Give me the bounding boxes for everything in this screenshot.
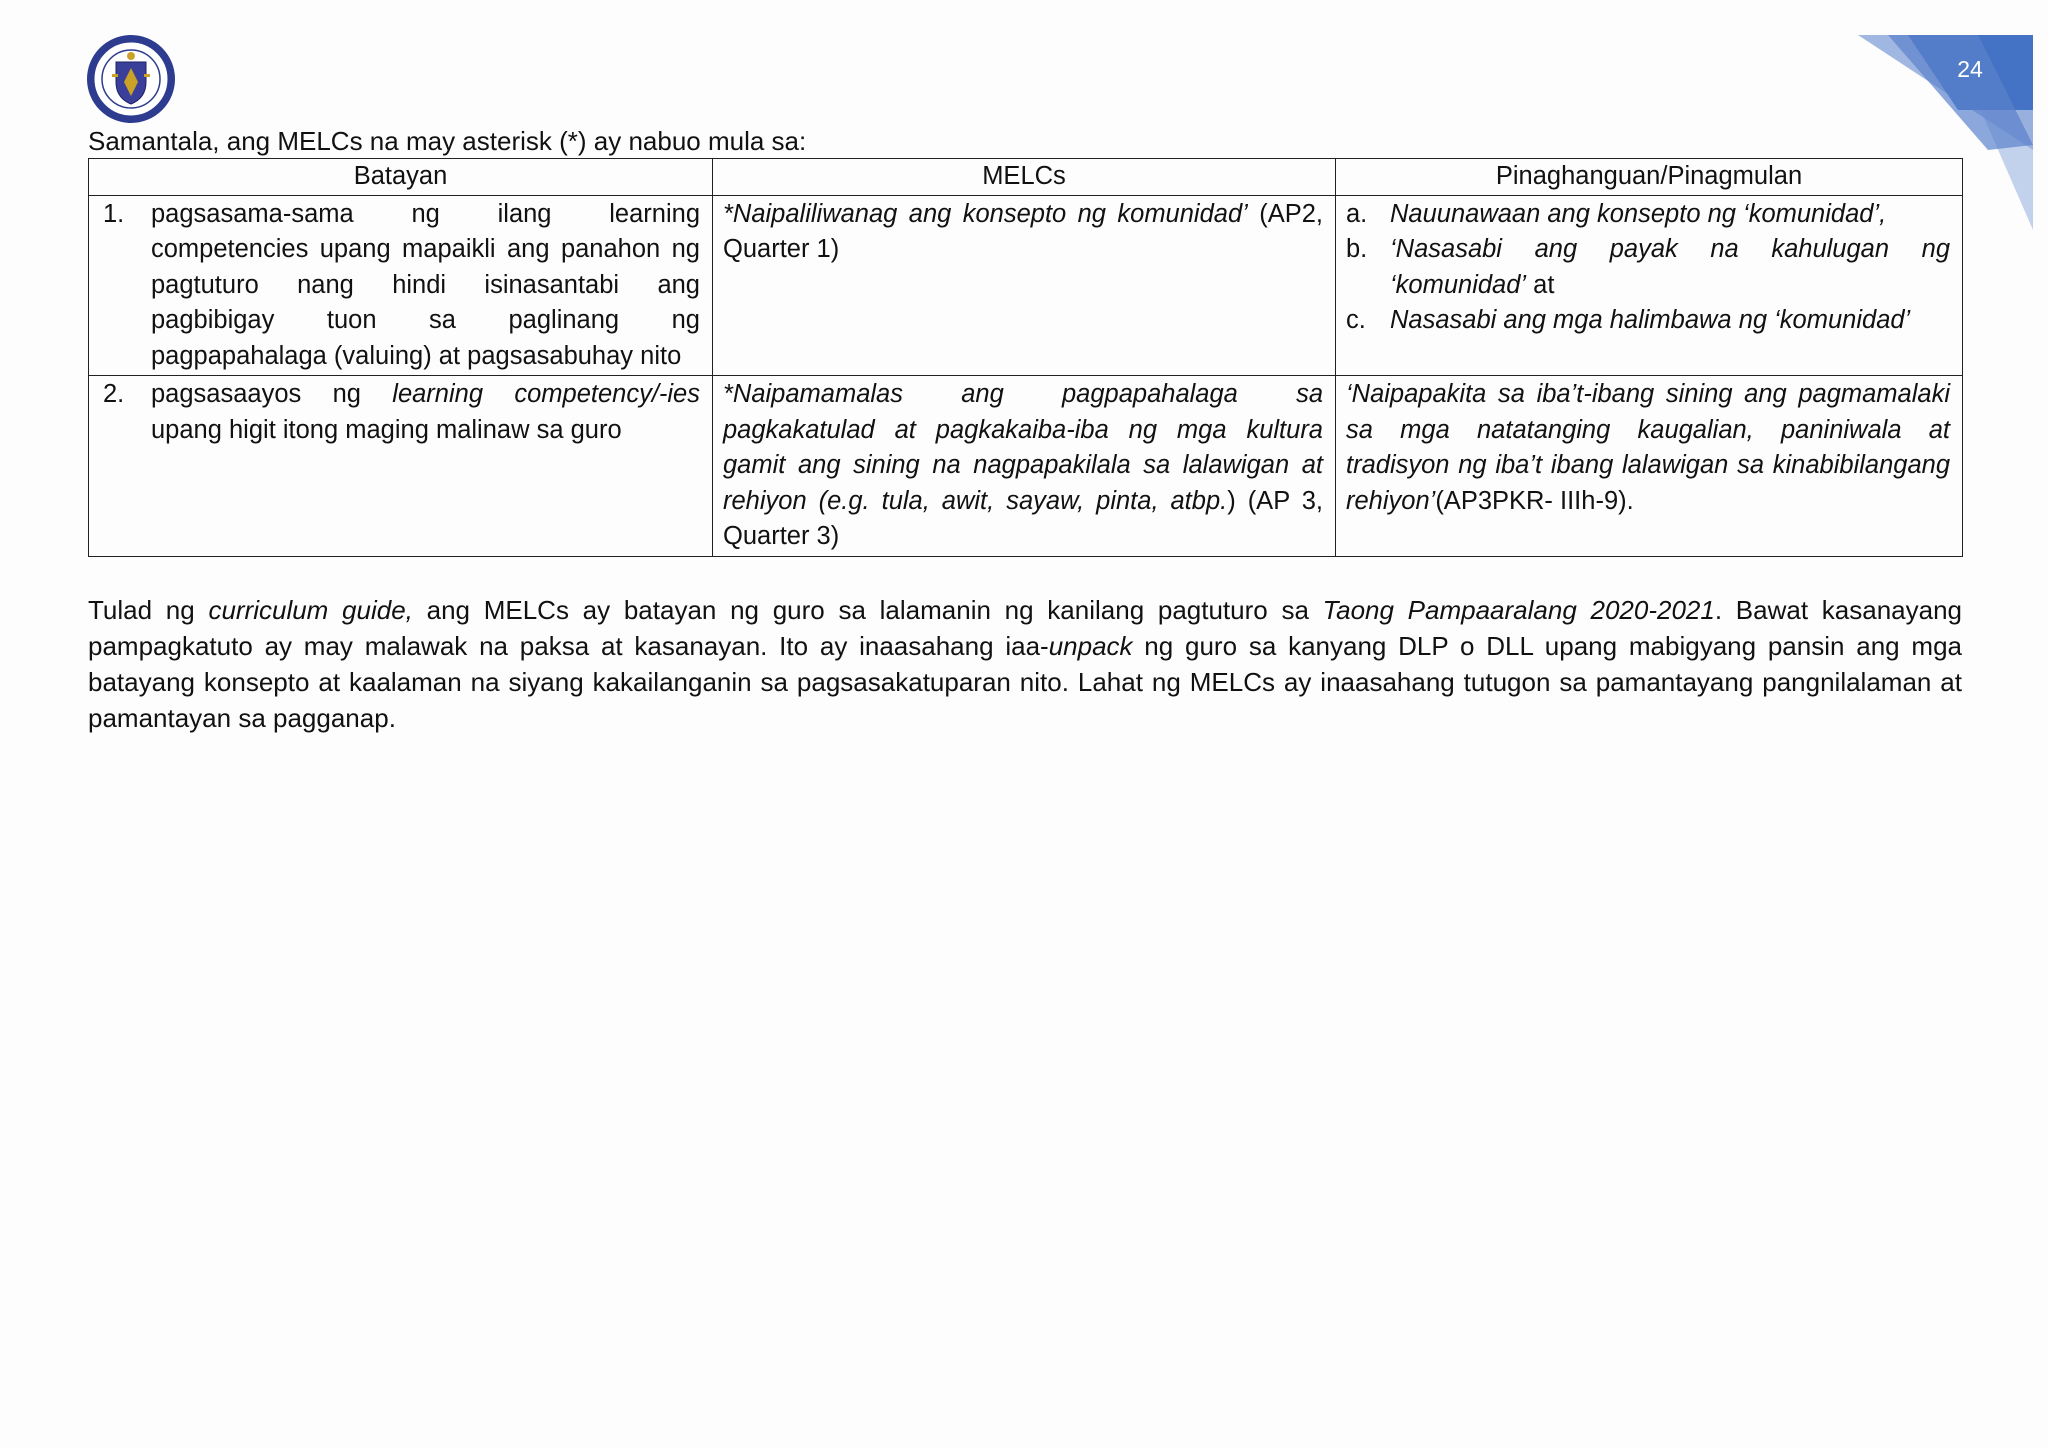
table-row bbox=[89, 376, 1963, 557]
cell-melc bbox=[713, 376, 1336, 557]
melc-reference: ) (AP 3, Quarter 3) bbox=[723, 486, 1323, 550]
item-number: 1. bbox=[103, 199, 125, 228]
source-code: (AP3PKR- IIIh-9). bbox=[1435, 486, 1634, 515]
intro-text: Samantala, ang MELCs na may asterisk (*) ay nabuo mula sa: bbox=[88, 126, 807, 156]
header-pinaghanguan: Pinaghanguan/Pinagmulan bbox=[1336, 159, 1963, 196]
list-item: c. Nasasabi ang mga halimbawa ng ‘komunidad’ bbox=[1346, 306, 1911, 334]
source-text: ‘Naipapakita sa iba’t-ibang sining ang pagmamalaki sa mga natatanging kaugalian, paniniwala at tradisyon ng iba’t ibang lalawigan sa kinabibilangang rehiyon’ bbox=[1346, 380, 1950, 515]
cell-source bbox=[1336, 195, 1963, 376]
header-melcs: MELCs bbox=[713, 159, 1336, 196]
batayan-text: pagsasama-sama ng ilang learning competencies upang mapaikli ang panahon ng pagtuturo nang hindi isinasantabi ang pagbibigay tuon sa paglinang ng pagpapahalaga (valuing) at pagsasabuhay nito bbox=[151, 199, 700, 370]
item-number: 2. bbox=[103, 380, 125, 408]
list-item: b. ‘Nasasabi ang payak na kahulugan ng ‘komunidad’ at bbox=[1346, 235, 1950, 299]
cell-melc bbox=[713, 195, 1336, 376]
deped-seal-logo bbox=[86, 34, 176, 124]
batayan-text: pagsasaayos ng learning competency/-ies upang higit itong maging malinaw sa guro bbox=[151, 380, 700, 444]
header-batayan: Batayan bbox=[89, 159, 713, 196]
page-number: 24 bbox=[1957, 56, 1983, 82]
cell-batayan bbox=[89, 195, 713, 376]
table-row bbox=[89, 195, 1963, 376]
table-header-row bbox=[89, 159, 1963, 196]
cell-source bbox=[1336, 376, 1963, 557]
cell-batayan bbox=[89, 376, 713, 557]
body-paragraph: Tulad ng curriculum guide, ang MELCs ay batayan ng guro sa lalamanin ng kanilang pagtuturo sa Taong Pampaaralang 2020-2021. Bawat kasanayang pampagkatuto ay may malawak na paksa at kasanayan. Ito ay inaasahang iaa-unpack ng guro sa kanyang DLP o DLL upang mabigyang pansin ang mga batayang konsepto at kaalaman na siyang kakailanganin sa pagsasakatuparan nito. Lahat ng MELCs ay inaasahang tutugon sa pamantayang pangnilalaman at pamantayan sa pagganap. bbox=[88, 595, 1962, 733]
melc-text: *Naipamamalas ang pagpapahalaga sa pagkakatulad at pagkakaiba-iba ng mga kultura gamit ang sining na nagpapakilala sa lalawigan at rehiyon (e.g. tula, awit, sayaw, pinta, atbp. bbox=[723, 380, 1323, 515]
melc-text: *Naipaliliwanag ang konsepto ng komunidad’ bbox=[723, 199, 1248, 228]
melcs-table bbox=[88, 158, 1963, 557]
melc-reference: (AP2, Quarter 1) bbox=[723, 199, 1323, 263]
list-item: a. Nauunawaan ang konsepto ng ‘komunidad’, bbox=[1346, 199, 1887, 228]
